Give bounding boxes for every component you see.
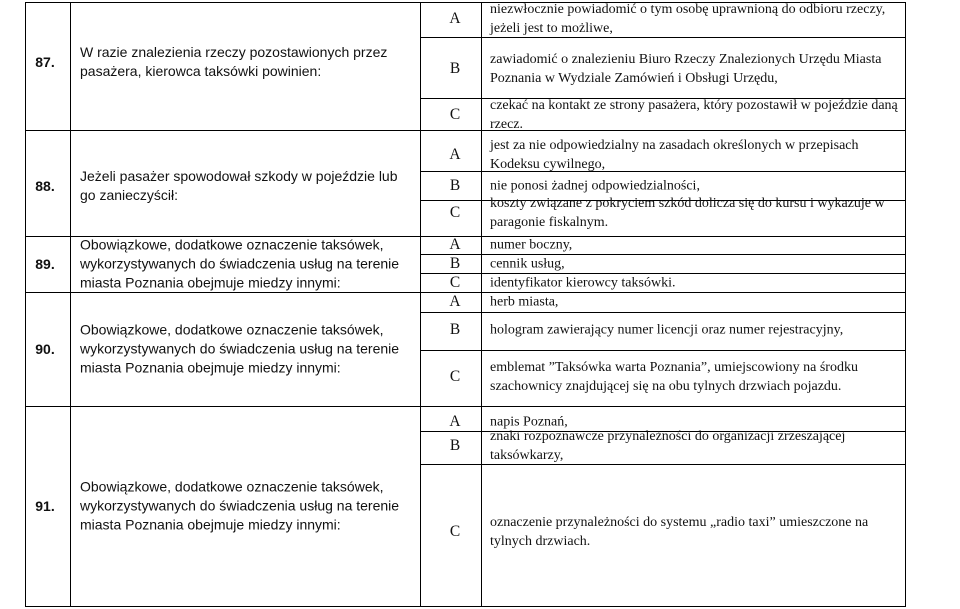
answer-text: czekać na kontakt ze strony pasażera, który pozostawił w pojeździe daną rzecz. — [490, 98, 898, 132]
answer-text: koszty związane z pokryciem szkód dolicza się do kursu i wykazuje w paragonie fiskalnym. — [490, 196, 885, 230]
answer-letter: A — [449, 236, 461, 253]
answer-letter: B — [449, 321, 461, 338]
table-border — [420, 2, 421, 607]
answer-letter: A — [449, 293, 461, 310]
question-number: 89. — [35, 256, 55, 272]
table-border — [481, 2, 482, 607]
table-border — [25, 406, 906, 407]
table-border — [420, 350, 906, 351]
answer-letter: C — [449, 368, 461, 385]
answer-text: oznaczenie przynależności do systemu „radio taxi” umieszczone na tylnych drzwiach. — [490, 515, 869, 549]
question-text: Obowiązkowe, dodatkowe oznaczenie taksówek, wykorzystywanych do świadczenia usług na terenie miasta Poznania obejmuje miedzy innymi: — [80, 478, 400, 533]
question-text: W razie znalezienia rzeczy pozostawionych przez pasażera, kierowca taksówki powinien: — [80, 44, 388, 79]
table-border — [25, 2, 26, 607]
answer-text: identyfikator kierowcy taksówki. — [490, 275, 676, 291]
answer-letter: B — [449, 177, 461, 194]
answer-text: nie ponosi żadnej odpowiedzialności, — [490, 178, 700, 194]
answer-text: herb miasta, — [490, 294, 559, 310]
question-text: Obowiązkowe, dodatkowe oznaczenie taksówek, wykorzystywanych do świadczenia usług na terenie miasta Poznania obejmuje miedzy innymi: — [80, 321, 400, 376]
table-border — [70, 2, 71, 607]
answer-letter: C — [449, 523, 461, 540]
answer-letter: B — [449, 255, 461, 272]
answer-letter: A — [449, 413, 461, 430]
table-border — [905, 2, 906, 607]
question-number: 87. — [35, 54, 55, 70]
answer-text: numer boczny, — [490, 237, 573, 253]
table-border — [420, 312, 906, 313]
answer-letter: C — [449, 204, 461, 221]
question-text: Jeżeli pasażer spowodował szkody w pojeździe lub go zanieczyścił: — [80, 168, 398, 203]
answer-letter: B — [449, 437, 461, 454]
question-number: 90. — [35, 341, 55, 357]
answer-text: niezwłocznie powiadomić o tym osobę uprawnioną do odbioru rzeczy, jeżeli jest to możliwe, — [490, 2, 886, 36]
answer-text: hologram zawierający numer licencji oraz numer rejestracyjny, — [490, 322, 844, 338]
question-text: Obowiązkowe, dodatkowe oznaczenie taksówek, wykorzystywanych do świadczenia usług na terenie miasta Poznania obejmuje miedzy innymi: — [80, 236, 400, 291]
answer-letter: A — [449, 146, 461, 163]
question-number: 91. — [35, 498, 55, 514]
answer-text: jest za nie odpowiedzialny na zasadach określonych w przepisach Kodeksu cywilnego, — [490, 138, 859, 172]
answer-text: napis Poznań, — [490, 414, 568, 430]
answer-text: znaki rozpoznawcze przynależności do organizacji zrzeszającej taksówkarzy, — [490, 429, 846, 463]
answer-text: cennik usług, — [490, 256, 565, 272]
answer-text: zawiadomić o znalezieniu Biuro Rzeczy Znalezionych Urzędu Miasta Poznania w Wydziale Zamówień i Obsługi Urzędu, — [490, 52, 882, 86]
answer-letter: C — [449, 274, 461, 291]
question-number: 88. — [35, 178, 55, 194]
table-border — [25, 606, 906, 607]
answer-letter: C — [449, 106, 461, 123]
answer-letter: A — [449, 10, 461, 27]
answer-letter: B — [449, 60, 461, 77]
answer-text: emblemat ”Taksówka warta Poznania”, umiejscowiony na środku szachownicy znajdującej się na obu tylnych drzwiach pojazdu. — [490, 360, 858, 394]
